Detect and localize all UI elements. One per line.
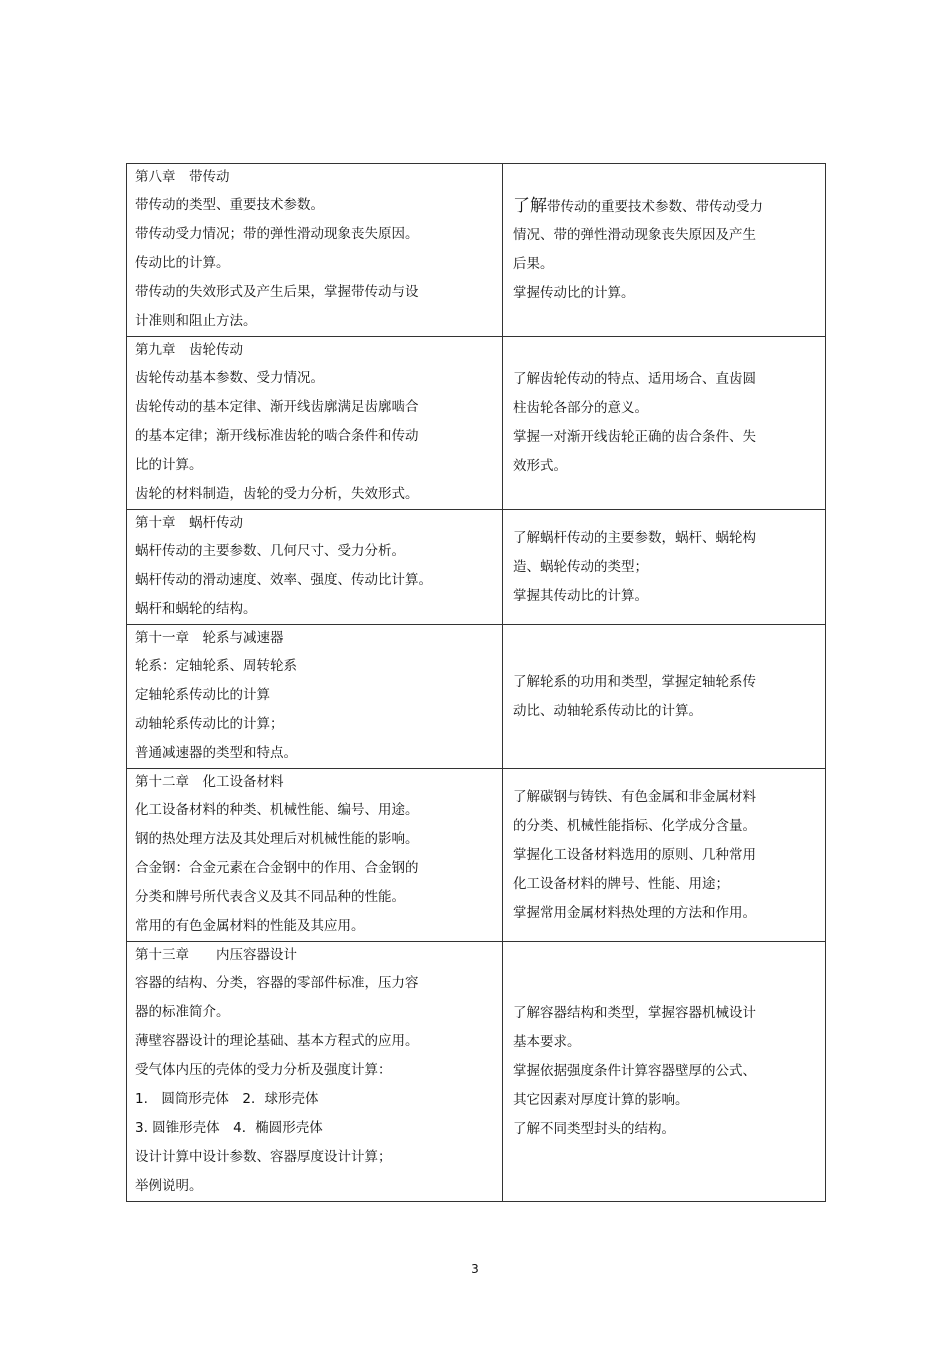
chapter-content-cell [127,510,503,625]
content-line: 钢的热处理方法及其处理后对机械性能的影响。 [135,831,419,847]
requirement-cell [503,164,826,337]
requirement-line: 掌握一对渐开线齿轮正确的齿合条件、失 [513,429,756,445]
content-line: 传动比的计算。 [135,255,230,271]
requirement-line [511,192,819,221]
content-line: 器的标准简介。 [135,1004,230,1020]
table-row [127,510,826,625]
requirement-cell [503,510,826,625]
syllabus-table [126,163,826,1202]
content-line: 比的计算。 [135,457,203,473]
content-line: 齿轮传动基本参数、受力情况。 [135,370,324,386]
chapter-title: 第八章 带传动 [135,169,230,185]
requirement-line: 后果。 [513,256,554,272]
chapter-content-cell [127,769,503,942]
chapter-content-cell [127,164,503,337]
table-row [127,769,826,942]
requirement-line: 掌握化工设备材料选用的原则、几种常用 [513,846,756,863]
content-line: 薄壁容器设计的理论基础、基本方程式的应用。 [135,1033,419,1049]
requirement-line: 化工设备材料的牌号、性能、用途； [513,875,729,892]
requirement-cell [503,769,826,942]
chapter-title: 第十二章 化工设备材料 [135,774,284,790]
content-line: 常用的有色金属材料的性能及其应用。 [135,918,365,934]
requirement-line: 情况、带的弹性滑动现象丧失原因及产生 [513,227,756,243]
chapter-content-cell [127,337,503,510]
content-line: 普通减速器的类型和特点。 [135,745,297,761]
requirement-line: 造、蜗轮传动的类型； [513,558,648,575]
content-line: 带传动受力情况；带的弹性滑动现象丧失原因。 [135,226,419,242]
content-line: 齿轮传动的基本定律、渐开线齿廓满足齿廓啮合 [135,399,419,415]
chapter-title: 第十三章 内压容器设计 [135,947,297,963]
requirement-line: 基本要求。 [513,1034,581,1050]
content-line: 带传动的类型、重要技术参数。 [135,197,324,213]
content-line: 齿轮的材料制造，齿轮的受力分析，失效形式。 [135,486,419,502]
content-line: 3. 圆锥形壳体 4．椭圆形壳体 [135,1120,323,1136]
chapter-title: 第十一章 轮系与减速器 [135,630,284,646]
content-line: 举例说明。 [135,1178,203,1194]
table-row [127,337,826,510]
content-line: 1. 圆筒形壳体 2．球形壳体 [135,1091,319,1107]
requirement-line: 的分类、机械性能指标、化学成分含量。 [513,817,756,834]
requirement-cell [503,625,826,769]
requirement-line: 掌握依据强度条件计算容器壁厚的公式、 [513,1063,756,1079]
content-line: 蜗杆传动的主要参数、几何尺寸、受力分析。 [135,543,405,559]
content-line: 蜗杆传动的滑动速度、效率、强度、传动比计算。 [135,572,432,588]
requirement-line: 掌握其传动比的计算。 [513,587,648,604]
requirement-line: 掌握常用金属材料热处理的方法和作用。 [513,904,756,921]
requirement-line: 其它因素对厚度计算的影响。 [513,1092,689,1108]
table-row [127,625,826,769]
content-line: 受气体内压的壳体的受力分析及强度计算： [135,1062,392,1078]
requirement-line: 柱齿轮各部分的意义。 [513,400,648,416]
requirement-line: 了解碳钢与铸铁、有色金属和非金属材料 [513,788,756,805]
content-line: 容器的结构、分类，容器的零部件标准，压力容 [135,975,419,991]
requirement-line: 动比、动轴轮系传动比的计算。 [513,702,702,719]
chapter-title: 第九章 齿轮传动 [135,342,243,358]
content-line: 分类和牌号所代表含义及其不同品种的性能。 [135,889,405,905]
content-line: 定轴轮系传动比的计算 [135,687,270,703]
content-line: 的基本定律；渐开线标准齿轮的啮合条件和传动 [135,428,419,444]
emphasis-text: 了解 [513,196,547,216]
requirement-cell [503,337,826,510]
requirement-line: 了解轮系的功用和类型，掌握定轴轮系传 [513,673,756,690]
table-row [127,942,826,1202]
content-line: 化工设备材料的种类、机械性能、编号、用途。 [135,802,419,818]
content-line: 轮系：定轴轮系、周转轮系 [135,658,297,674]
chapter-content-cell [127,625,503,769]
content-line: 动轴轮系传动比的计算； [135,716,284,732]
content-line: 计准则和阻止方法。 [135,313,257,329]
table-row [127,164,826,337]
requirement-cell [503,942,826,1202]
requirement-line: 了解齿轮传动的特点、适用场合、直齿圆 [513,371,756,387]
requirement-text: 带传动的重要技术参数、带传动受力 [547,199,763,215]
chapter-title: 第十章 蜗杆传动 [135,515,243,531]
requirement-line: 效形式。 [513,458,567,474]
requirement-line: 了解不同类型封头的结构。 [513,1121,675,1137]
requirement-line: 了解蜗杆传动的主要参数，蜗杆、蜗轮构 [513,529,756,546]
content-line: 合金钢：合金元素在合金钢中的作用、合金钢的 [135,860,419,876]
content-line: 蜗杆和蜗轮的结构。 [135,601,257,617]
chapter-content-cell [127,942,503,1202]
page-number: 3 [471,1262,479,1276]
content-line: 带传动的失效形式及产生后果，掌握带传动与设 [135,284,419,300]
content-line: 设计计算中设计参数、容器厚度设计计算； [135,1149,392,1165]
requirement-line: 掌握传动比的计算。 [513,285,635,301]
requirement-line: 了解容器结构和类型，掌握容器机械设计 [513,1005,756,1021]
